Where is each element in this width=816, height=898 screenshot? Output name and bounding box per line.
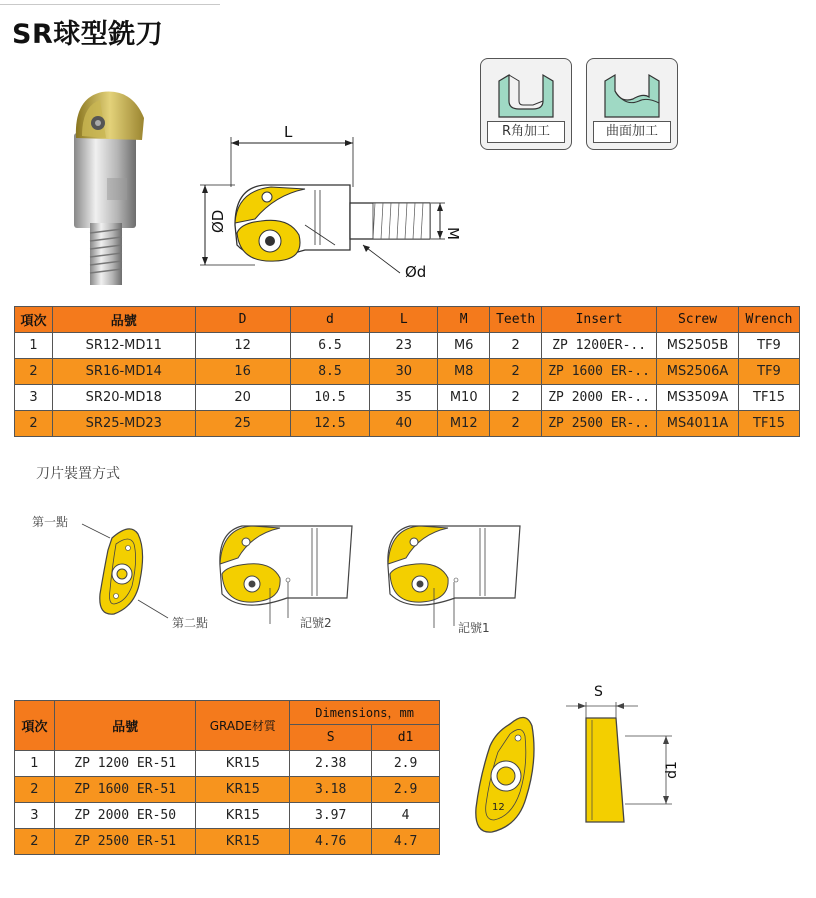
spec-header-row — [15, 307, 800, 333]
diameter-label: ØD — [209, 209, 227, 233]
table-cell: ZP 2000 ER-.. — [542, 385, 657, 411]
table-cell: TF9 — [738, 333, 799, 359]
badge-label: R角加工 — [487, 121, 565, 143]
header-cell: Screw — [657, 307, 739, 333]
table-cell: 2.9 — [372, 777, 440, 803]
table-cell: MS3509A — [657, 385, 739, 411]
header-cell: 項次 — [15, 701, 55, 751]
table-cell: MS4011A — [657, 411, 739, 437]
table-cell: M12 — [438, 411, 490, 437]
neck-diameter-label: Ød — [405, 263, 427, 280]
table-cell: M6 — [438, 333, 490, 359]
table-row — [15, 803, 440, 829]
table-cell: 2 — [15, 359, 53, 385]
r-corner-machining-icon — [493, 67, 559, 123]
hole-diameter-label: d1 — [664, 761, 680, 779]
table-cell: 2 — [15, 777, 55, 803]
table-cell: TF15 — [738, 385, 799, 411]
insert-table — [14, 700, 440, 855]
header-cell: M — [438, 307, 490, 333]
table-cell: TF9 — [738, 359, 799, 385]
second-point-label: 第二點 — [172, 616, 209, 630]
table-cell: 1 — [15, 333, 53, 359]
table-cell: 3 — [15, 385, 53, 411]
top-rule — [0, 4, 220, 5]
table-cell: 12.5 — [290, 411, 370, 437]
table-cell: 2 — [15, 411, 53, 437]
tool-dimension-drawing — [195, 115, 470, 280]
table-cell: M8 — [438, 359, 490, 385]
mounting-step-1-diagram — [212, 518, 362, 628]
header-cell: Teeth — [490, 307, 542, 333]
table-row — [15, 385, 800, 411]
table-cell: 4.7 — [372, 829, 440, 855]
table-cell: 3 — [15, 803, 55, 829]
curved-surface-machining-icon — [599, 67, 665, 123]
table-cell: 30 — [370, 359, 438, 385]
table-cell: KR15 — [196, 829, 290, 855]
page-title: SR球型銑刀 — [12, 19, 164, 50]
table-cell: MS2505B — [657, 333, 739, 359]
table-cell: MS2506A — [657, 359, 739, 385]
table-cell: ZP 1200ER-.. — [542, 333, 657, 359]
table-cell: 2 — [15, 829, 55, 855]
mark-1-label: 記號1 — [458, 621, 490, 635]
table-cell: 3.18 — [290, 777, 372, 803]
header-cell: d — [290, 307, 370, 333]
header-cell: D — [195, 307, 290, 333]
insert-size-label: 12 — [492, 802, 505, 813]
table-cell: SR25-MD23 — [52, 411, 195, 437]
table-cell: 4.76 — [290, 829, 372, 855]
insert-dimension-drawing — [470, 680, 690, 840]
ball-end-mill-photo — [62, 78, 162, 288]
mark-2-label: 記號2 — [300, 616, 332, 630]
header-cell: S — [290, 725, 372, 751]
table-cell: 10.5 — [290, 385, 370, 411]
table-cell: M10 — [438, 385, 490, 411]
spec-table — [14, 306, 800, 437]
table-cell: 6.5 — [290, 333, 370, 359]
table-cell: 25 — [195, 411, 290, 437]
mounting-title: 刀片裝置方式 — [36, 466, 120, 482]
table-cell: 2 — [490, 385, 542, 411]
table-cell: 2 — [490, 411, 542, 437]
table-cell: ZP 2500 ER-.. — [542, 411, 657, 437]
table-cell: 35 — [370, 385, 438, 411]
header-cell: 品號 — [54, 701, 196, 751]
table-cell: 1 — [15, 751, 55, 777]
table-cell: 12 — [195, 333, 290, 359]
header-cell: Dimensions，mm — [290, 701, 440, 725]
table-cell: ZP 2500 ER-51 — [54, 829, 196, 855]
table-cell: SR16-MD14 — [52, 359, 195, 385]
table-cell: 2 — [490, 359, 542, 385]
header-cell: d1 — [372, 725, 440, 751]
table-row — [15, 829, 440, 855]
table-cell: ZP 1200 ER-51 — [54, 751, 196, 777]
header-cell: 品號 — [52, 307, 195, 333]
length-label: L — [284, 123, 293, 141]
first-point-label: 第一點 — [32, 515, 69, 529]
thickness-label: S — [594, 684, 603, 700]
table-cell: 3.97 — [290, 803, 372, 829]
point-leader-lines — [80, 520, 180, 630]
table-row — [15, 359, 800, 385]
table-cell: 23 — [370, 333, 438, 359]
table-cell: 40 — [370, 411, 438, 437]
table-row — [15, 751, 440, 777]
header-cell: Wrench — [738, 307, 799, 333]
table-cell: 2.9 — [372, 751, 440, 777]
badge-r-corner — [480, 58, 572, 150]
table-cell: 2.38 — [290, 751, 372, 777]
badge-curved-surface — [586, 58, 678, 150]
header-cell: GRADE材質 — [196, 701, 290, 751]
table-cell: ZP 1600 ER-51 — [54, 777, 196, 803]
table-cell: SR20-MD18 — [52, 385, 195, 411]
table-cell: KR15 — [196, 777, 290, 803]
table-cell: ZP 1600 ER-.. — [542, 359, 657, 385]
header-cell: Insert — [542, 307, 657, 333]
table-row — [15, 333, 800, 359]
table-row — [15, 411, 800, 437]
table-cell: 16 — [195, 359, 290, 385]
table-row — [15, 777, 440, 803]
table-cell: TF15 — [738, 411, 799, 437]
mounting-step-2-diagram — [380, 518, 530, 628]
header-cell: L — [370, 307, 438, 333]
badge-label: 曲面加工 — [593, 121, 671, 143]
table-cell: 20 — [195, 385, 290, 411]
table-cell: 4 — [372, 803, 440, 829]
header-cell: 項次 — [15, 307, 53, 333]
table-cell: ZP 2000 ER-50 — [54, 803, 196, 829]
table-cell: 2 — [490, 333, 542, 359]
table-cell: KR15 — [196, 751, 290, 777]
table-cell: SR12-MD11 — [52, 333, 195, 359]
table-cell: KR15 — [196, 803, 290, 829]
thread-label: M — [444, 227, 462, 240]
table-cell: 8.5 — [290, 359, 370, 385]
